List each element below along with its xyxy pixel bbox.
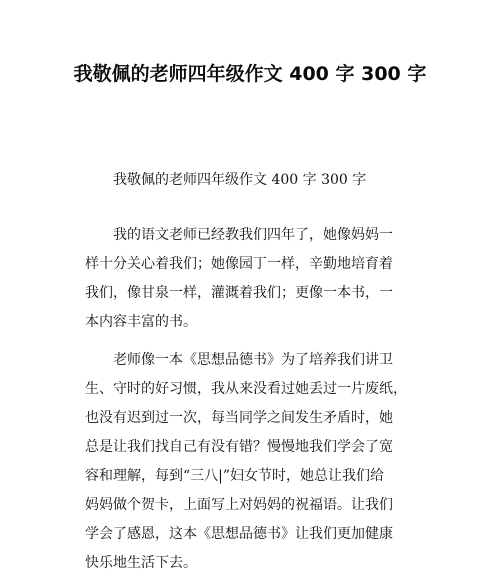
- paragraph-line: 我的语文老师已经教我们四年了，她像妈妈一: [113, 227, 393, 243]
- paragraph-line: 妈妈做个贺卡，上面写上对妈妈的祝福语。让我们: [85, 497, 393, 513]
- paragraph-line: 样十分关心着我们；她像园丁一样，辛勤地培育着: [85, 256, 393, 272]
- paragraph-line: 容和理解，每到“三八|”妇女节时，她总让我们给: [85, 468, 385, 484]
- paragraph-line: 我们，像甘泉一样，灌溉着我们；更像一本书，一: [85, 285, 393, 301]
- paragraph-line: 也没有迟到过一次，每当同学之间发生矛盾时，她: [85, 410, 393, 426]
- paragraph-line: 总是让我们找自己有没有错？慢慢地我们学会了宽: [85, 439, 393, 455]
- paragraph-line: 老师像一本《思想品德书》为了培养我们讲卫: [113, 352, 393, 368]
- document-title: 我敬佩的老师四年级作文 400 字 300 字: [73, 63, 427, 85]
- paragraph-2: [85, 346, 425, 578]
- paragraph-line: 生、守时的好习惯，我从来没看过她丢过一片废纸，: [85, 381, 407, 397]
- document-subtitle: 我敬佩的老师四年级作文 400 字 300 字: [113, 172, 367, 188]
- paragraph-line: 学会了感恩，这本《思想品德书》让我们更加健康: [85, 526, 393, 542]
- paragraph-line: 本内容丰富的书。: [85, 314, 197, 330]
- paragraph-line: 快乐地生活下去。: [85, 555, 197, 571]
- paragraph-1: [85, 221, 425, 337]
